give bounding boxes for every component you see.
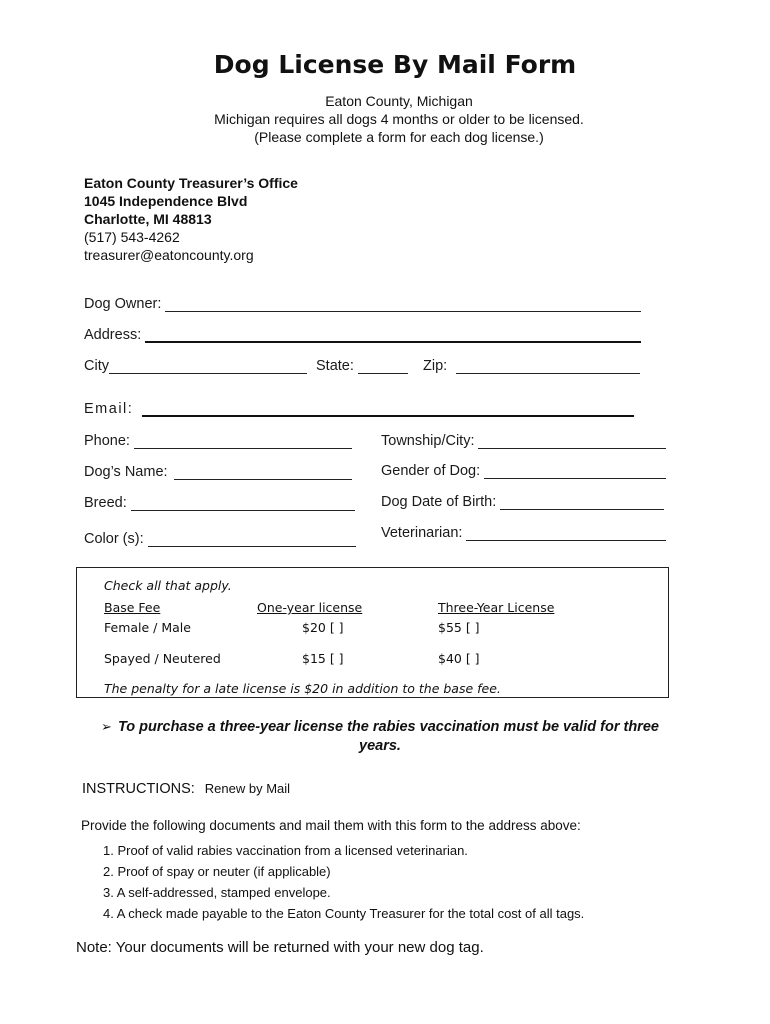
gender-line[interactable] <box>484 466 666 479</box>
state-label: State: <box>316 358 354 374</box>
gender-field[interactable] <box>381 463 666 479</box>
arrow-bullet-icon: ➢ <box>101 719 112 734</box>
dob-label: Dog Date of Birth: <box>381 494 497 510</box>
late-penalty-note: The penalty for a late license is $20 in addition to the base fee. <box>104 681 501 696</box>
instructions-intro: Provide the following documents and mail them with this form to the address above: <box>81 818 581 833</box>
return-note: Note: Your documents will be returned with your new dog tag. <box>76 939 484 956</box>
address-field[interactable] <box>84 327 641 343</box>
dog-owner-label: Dog Owner: <box>84 296 162 312</box>
color-field[interactable] <box>84 531 356 547</box>
office-phone: (517) 543-4262 <box>84 229 180 245</box>
zip-field[interactable] <box>423 358 640 374</box>
office-email: treasurer@eatoncounty.org <box>84 247 254 263</box>
breed-label: Breed: <box>84 495 127 511</box>
check-all-note: Check all that apply. <box>104 578 232 593</box>
dog-name-field[interactable] <box>84 464 352 480</box>
dog-owner-line[interactable] <box>165 299 641 312</box>
base-fee-header: Base Fee <box>104 600 161 615</box>
list-item: 3. A self-addressed, stamped envelope. <box>103 885 331 900</box>
instructions-list <box>103 840 584 924</box>
zip-label: Zip: <box>423 358 448 374</box>
breed-line[interactable] <box>131 498 355 511</box>
fee-row-label: Female / Male <box>104 620 191 635</box>
city-label: City <box>84 358 109 374</box>
office-street: 1045 Independence Blvd <box>84 193 248 209</box>
office-address-block <box>84 174 298 264</box>
veterinarian-label: Veterinarian: <box>381 525 463 541</box>
email-label: Email: <box>84 401 134 417</box>
veterinarian-field[interactable] <box>381 525 666 541</box>
office-name: Eaton County Treasurer’s Office <box>84 175 298 191</box>
fee-checkbox-three-year[interactable]: $40 [ ] <box>438 651 480 666</box>
county-subtitle: Eaton County, Michigan <box>325 93 473 109</box>
city-line[interactable] <box>109 361 307 374</box>
license-requirement: Michigan requires all dogs 4 months or older to be licensed. <box>214 111 584 127</box>
instructions-label: INSTRUCTIONS: <box>82 781 195 797</box>
list-item: 4. A check made payable to the Eaton County Treasurer for the total cost of all tags. <box>103 906 585 921</box>
gender-label: Gender of Dog: <box>381 463 481 479</box>
phone-label: Phone: <box>84 433 130 449</box>
list-item: 2. Proof of spay or neuter (if applicable) <box>103 864 331 879</box>
list-item: 1. Proof of valid rabies vaccination from a licensed veterinarian. <box>103 843 468 858</box>
city-field[interactable] <box>84 358 307 374</box>
instructions-mode: Renew by Mail <box>204 781 291 796</box>
township-label: Township/City: <box>381 433 475 449</box>
color-label: Color (s): <box>84 531 144 547</box>
breed-field[interactable] <box>84 495 355 511</box>
township-line[interactable] <box>478 436 666 449</box>
page-title: Dog License By Mail Form <box>213 50 577 79</box>
dog-name-line[interactable] <box>174 467 352 480</box>
dob-field[interactable] <box>381 494 664 510</box>
one-year-header: One-year license <box>257 600 363 615</box>
address-label: Address: <box>84 327 142 343</box>
dog-owner-field[interactable] <box>84 296 641 312</box>
email-line[interactable] <box>142 403 634 417</box>
state-line[interactable] <box>358 361 408 374</box>
zip-line[interactable] <box>456 361 640 374</box>
phone-line[interactable] <box>134 436 352 449</box>
form-instruction: (Please complete a form for each dog license.) <box>254 129 544 145</box>
email-field[interactable] <box>84 401 634 417</box>
office-city: Charlotte, MI 48813 <box>84 211 212 227</box>
veterinarian-line[interactable] <box>466 528 666 541</box>
township-field[interactable] <box>381 433 666 449</box>
three-year-note-text: To purchase a three-year license the rabies vaccination must be valid for three years. <box>117 719 659 754</box>
fee-checkbox-one-year[interactable]: $20 [ ] <box>302 620 344 635</box>
dob-line[interactable] <box>500 497 664 510</box>
dog-name-label: Dog’s Name: <box>84 464 168 480</box>
fee-row-label: Spayed / Neutered <box>104 651 221 666</box>
state-field[interactable] <box>316 358 408 374</box>
instructions-heading <box>82 781 290 797</box>
fee-checkbox-one-year[interactable]: $15 [ ] <box>302 651 344 666</box>
fee-checkbox-three-year[interactable]: $55 [ ] <box>438 620 480 635</box>
fee-box <box>76 567 669 698</box>
three-year-note <box>0 717 770 756</box>
three-year-header: Three-Year License <box>438 600 555 615</box>
phone-field[interactable] <box>84 433 352 449</box>
color-line[interactable] <box>148 534 356 547</box>
address-line[interactable] <box>145 329 641 343</box>
